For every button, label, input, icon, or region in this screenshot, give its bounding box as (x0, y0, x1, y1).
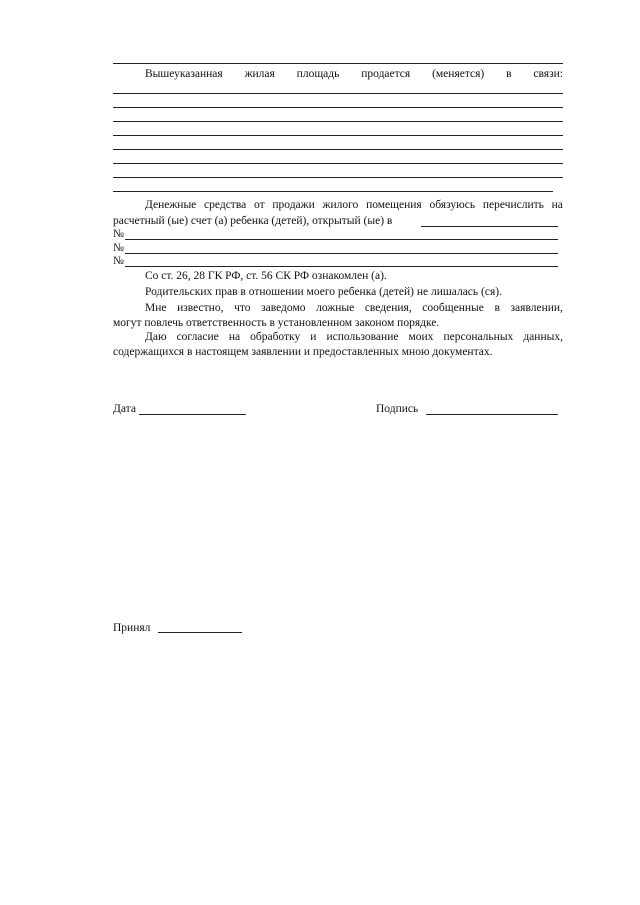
account-blank-line-2 (125, 253, 558, 254)
funds-line-2: расчетный (ые) счет (а) ребенка (детей), открытый (ые) в (113, 215, 393, 227)
account-blank-line-3 (125, 266, 558, 267)
date-label: Дата (113, 403, 136, 415)
parental-rights-statement: Родительских прав в отношении моего ребенка (детей) не лишалась (ся). (145, 286, 502, 298)
account-number-sign-3: № (113, 255, 124, 267)
word: заведомо (261, 302, 306, 314)
consent-line-1 (113, 330, 563, 344)
word: в (506, 68, 512, 80)
word: (меняется) (432, 68, 485, 80)
account-number-sign-1: № (113, 228, 124, 240)
word: перечислить (482, 199, 544, 211)
word: обязуюсь (429, 199, 476, 211)
word: Даю (145, 331, 167, 343)
accepted-blank-line (158, 632, 242, 633)
word: обработку (250, 331, 301, 343)
reason-blank-line-3 (113, 121, 563, 122)
bank-blank-line (421, 226, 558, 227)
word: на (551, 199, 563, 211)
word: от (253, 199, 265, 211)
accepted-label: Принял (113, 622, 151, 634)
reason-blank-line-6 (113, 163, 563, 164)
account-number-sign-2: № (113, 242, 124, 254)
reason-blank-line-2 (113, 107, 563, 108)
false-info-line-1 (113, 301, 563, 315)
date-blank-line (139, 414, 246, 415)
word: использование (326, 331, 399, 343)
word: продается (361, 68, 411, 80)
word: данных, (523, 331, 563, 343)
word: сведения, (364, 302, 412, 314)
reason-blank-line-5 (113, 149, 563, 150)
word: известно, (177, 302, 224, 314)
top-fill-line (113, 63, 563, 64)
law-acknowledgement: Со ст. 26, 28 ГК РФ, ст. 56 СК РФ ознакомлен (а). (145, 270, 387, 282)
word: ложные (316, 302, 355, 314)
word: и (310, 331, 317, 343)
reason-blank-line-8 (113, 191, 553, 192)
word: связи: (533, 68, 563, 80)
word: сообщенные (422, 302, 484, 314)
word: Вышеуказанная (145, 68, 223, 80)
word: согласие (176, 331, 219, 343)
false-info-line-2: могут повлечь ответственность в установленном законом порядке. (113, 317, 440, 329)
sale-reason-line (113, 67, 563, 81)
word: в (494, 302, 500, 314)
account-blank-line-1 (125, 239, 558, 240)
reason-blank-line-1 (113, 93, 563, 94)
word: продажи (272, 199, 315, 211)
reason-blank-line-4 (113, 135, 563, 136)
word: помещения (366, 199, 422, 211)
word: заявлении, (510, 302, 563, 314)
word: жилая (244, 68, 275, 80)
word: средства (204, 199, 247, 211)
word: Денежные (145, 199, 197, 211)
word: что (234, 302, 251, 314)
reason-blank-line-7 (113, 177, 563, 178)
word: на (228, 331, 241, 343)
word: моих (408, 331, 434, 343)
signature-label: Подпись (376, 403, 419, 415)
word: жилого (322, 199, 359, 211)
word: персональных (443, 331, 514, 343)
signature-blank-line (426, 414, 558, 415)
word: площадь (296, 68, 340, 80)
word: Мне (145, 302, 167, 314)
funds-line-1 (113, 198, 563, 212)
consent-line-2: содержащихся в настоящем заявлении и предоставленных мною документах. (113, 346, 493, 358)
